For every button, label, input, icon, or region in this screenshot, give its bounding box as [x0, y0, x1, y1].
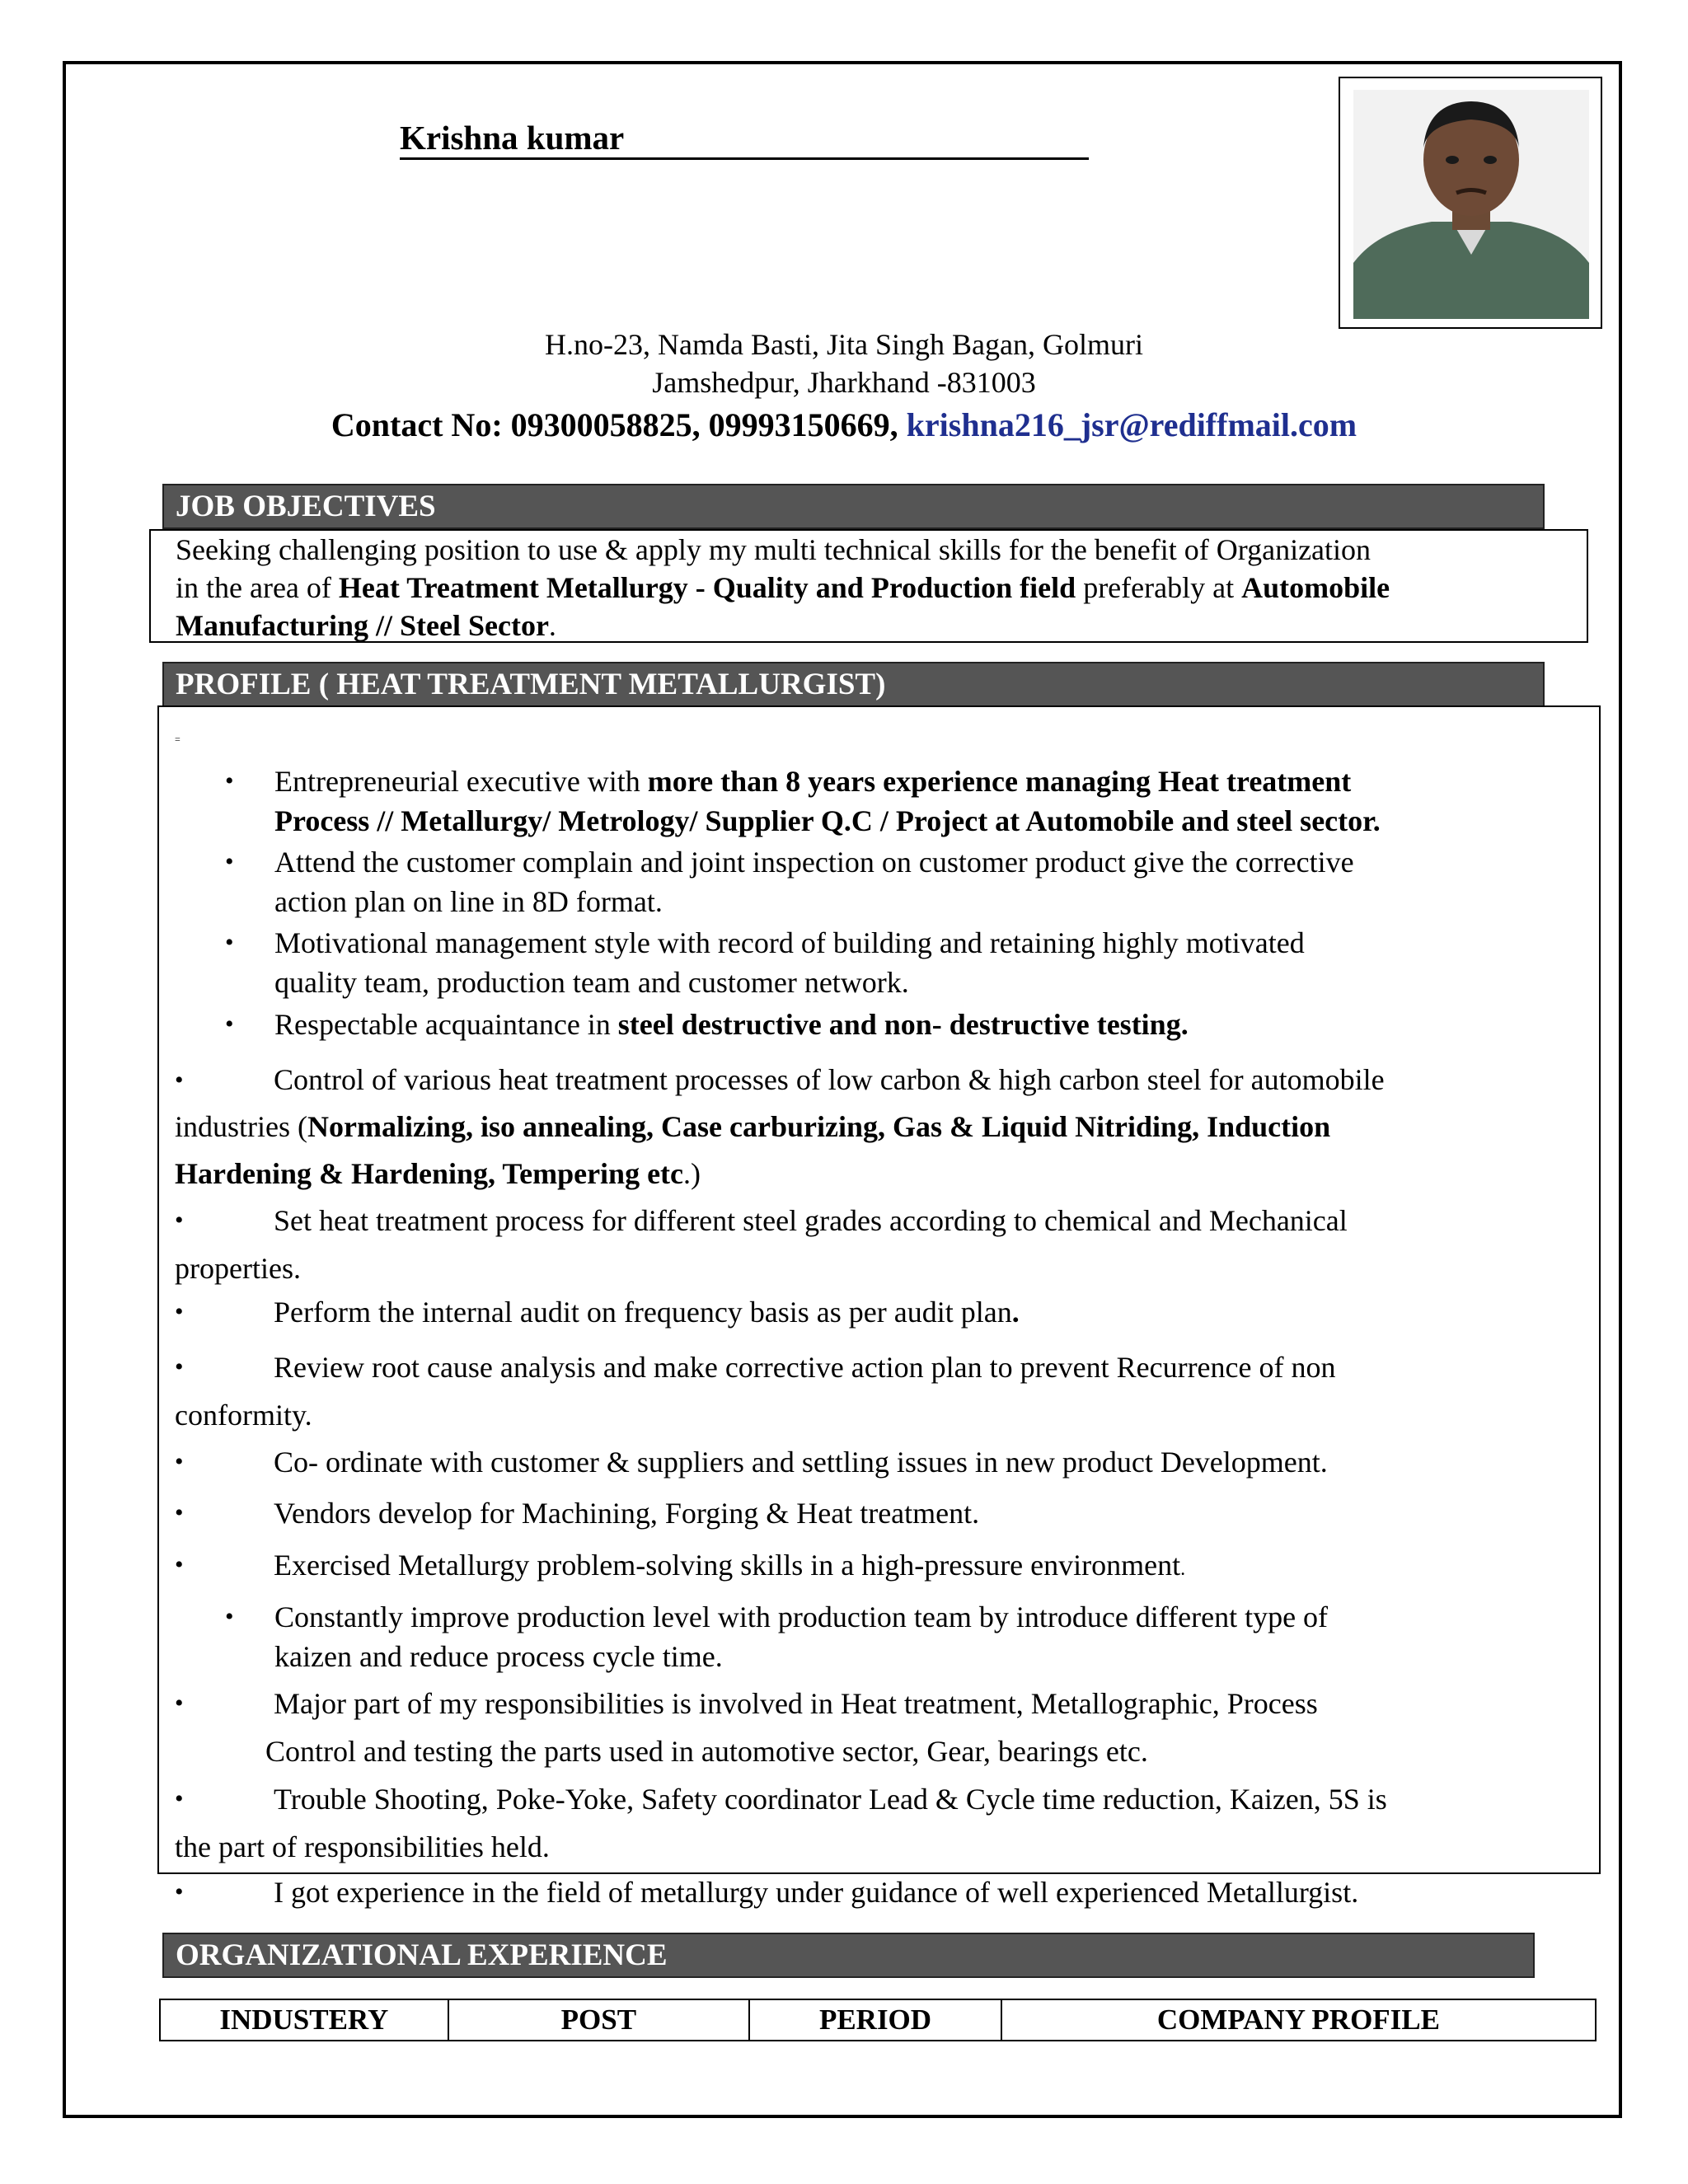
column-company-profile: COMPANY PROFILE	[1156, 2004, 1440, 2036]
profile-item: • Review root cause analysis and make corrective action plan to prevent Recurrence of non conformity.	[175, 1351, 1336, 1432]
contact-numbers: Contact No: 09300058825, 09993150669,	[331, 406, 907, 443]
profile-item: • Constantly improve production level with production team by introduce different type of kaizen and reduce process cycle time.	[225, 1601, 1329, 1673]
contact-line	[0, 405, 1688, 446]
profile-item: • Perform the internal audit on frequency basis as per audit plan.	[175, 1296, 1020, 1329]
experience-table-header	[159, 1999, 1597, 2041]
profile-item: • Respectable acquaintance in steel destructive and non- destructive testing.	[225, 1008, 1189, 1041]
profile-item: • Trouble Shooting, Poke-Yoke, Safety coordinator Lead & Cycle time reduction, Kaizen, 5S is the part of responsibilities held.	[175, 1783, 1387, 1863]
objective-line-2: in the area of Heat Treatment Metallurgy - Quality and Production field preferably at Automobile	[176, 571, 1390, 604]
profile-item: • Control of various heat treatment processes of low carbon & high carbon steel for automobile industries (Normalizing, iso annealing, Case carburizing, Gas & Liquid Nitriding, Induction Hardening & Hardening, Tempering etc.)	[175, 1063, 1385, 1190]
person-photo-icon	[1353, 90, 1589, 319]
email-link[interactable]: krishna216_jsr@rediffmail.com	[906, 406, 1357, 443]
profile-item: • Motivational management style with record of building and retaining highly motivated quality team, production team and customer network.	[225, 926, 1305, 999]
profile-item: • Entrepreneurial executive with more than 8 years experience managing Heat treatment Process // Metallurgy/ Metrology/ Supplier Q.C / Project at Automobile and steel sector.	[225, 765, 1381, 837]
organizational-experience-heading: ORGANIZATIONAL EXPERIENCE	[162, 1933, 1535, 1978]
column-period: PERIOD	[750, 2000, 1002, 2040]
stray-mark: =	[175, 733, 181, 745]
profile-item: • Attend the customer complain and joint inspection on customer product give the corrective action plan on line in 8D format.	[225, 846, 1354, 918]
profile-item: • Set heat treatment process for different steel grades according to chemical and Mechanical properties.	[175, 1204, 1348, 1285]
profile-heading: PROFILE ( HEAT TREATMENT METALLURGIST)	[162, 662, 1545, 707]
profile-item: • Exercised Metallurgy problem-solving skills in a high-pressure environment.	[175, 1549, 1186, 1582]
candidate-name: Krishna kumar	[400, 118, 1089, 160]
column-post: POST	[449, 2000, 751, 2040]
column-industry: INDUSTERY	[161, 2000, 449, 2040]
profile-item: • Co- ordinate with customer & suppliers and settling issues in new product Development.	[175, 1446, 1328, 1479]
profile-photo	[1339, 77, 1602, 329]
address-line-2: Jamshedpur, Jharkhand -831003	[652, 366, 1036, 399]
address-line-1: H.no-23, Namda Basti, Jita Singh Bagan, Golmuri	[545, 328, 1143, 361]
objective-line-1: Seeking challenging position to use & apply my multi technical skills for the benefit of Organization	[176, 533, 1372, 566]
profile-item: • Major part of my responsibilities is involved in Heat treatment, Metallographic, Process Control and testing the parts used in automotive sector, Gear, bearings etc.	[175, 1687, 1318, 1768]
profile-item: • Vendors develop for Machining, Forging & Heat treatment.	[175, 1497, 980, 1530]
profile-item: • I got experience in the field of metallurgy under guidance of well experienced Metallurgist.	[175, 1876, 1359, 1909]
job-objectives-box	[149, 529, 1588, 643]
job-objectives-heading: JOB OBJECTIVES	[162, 484, 1545, 529]
objective-line-3: Manufacturing // Steel Sector.	[176, 609, 556, 642]
